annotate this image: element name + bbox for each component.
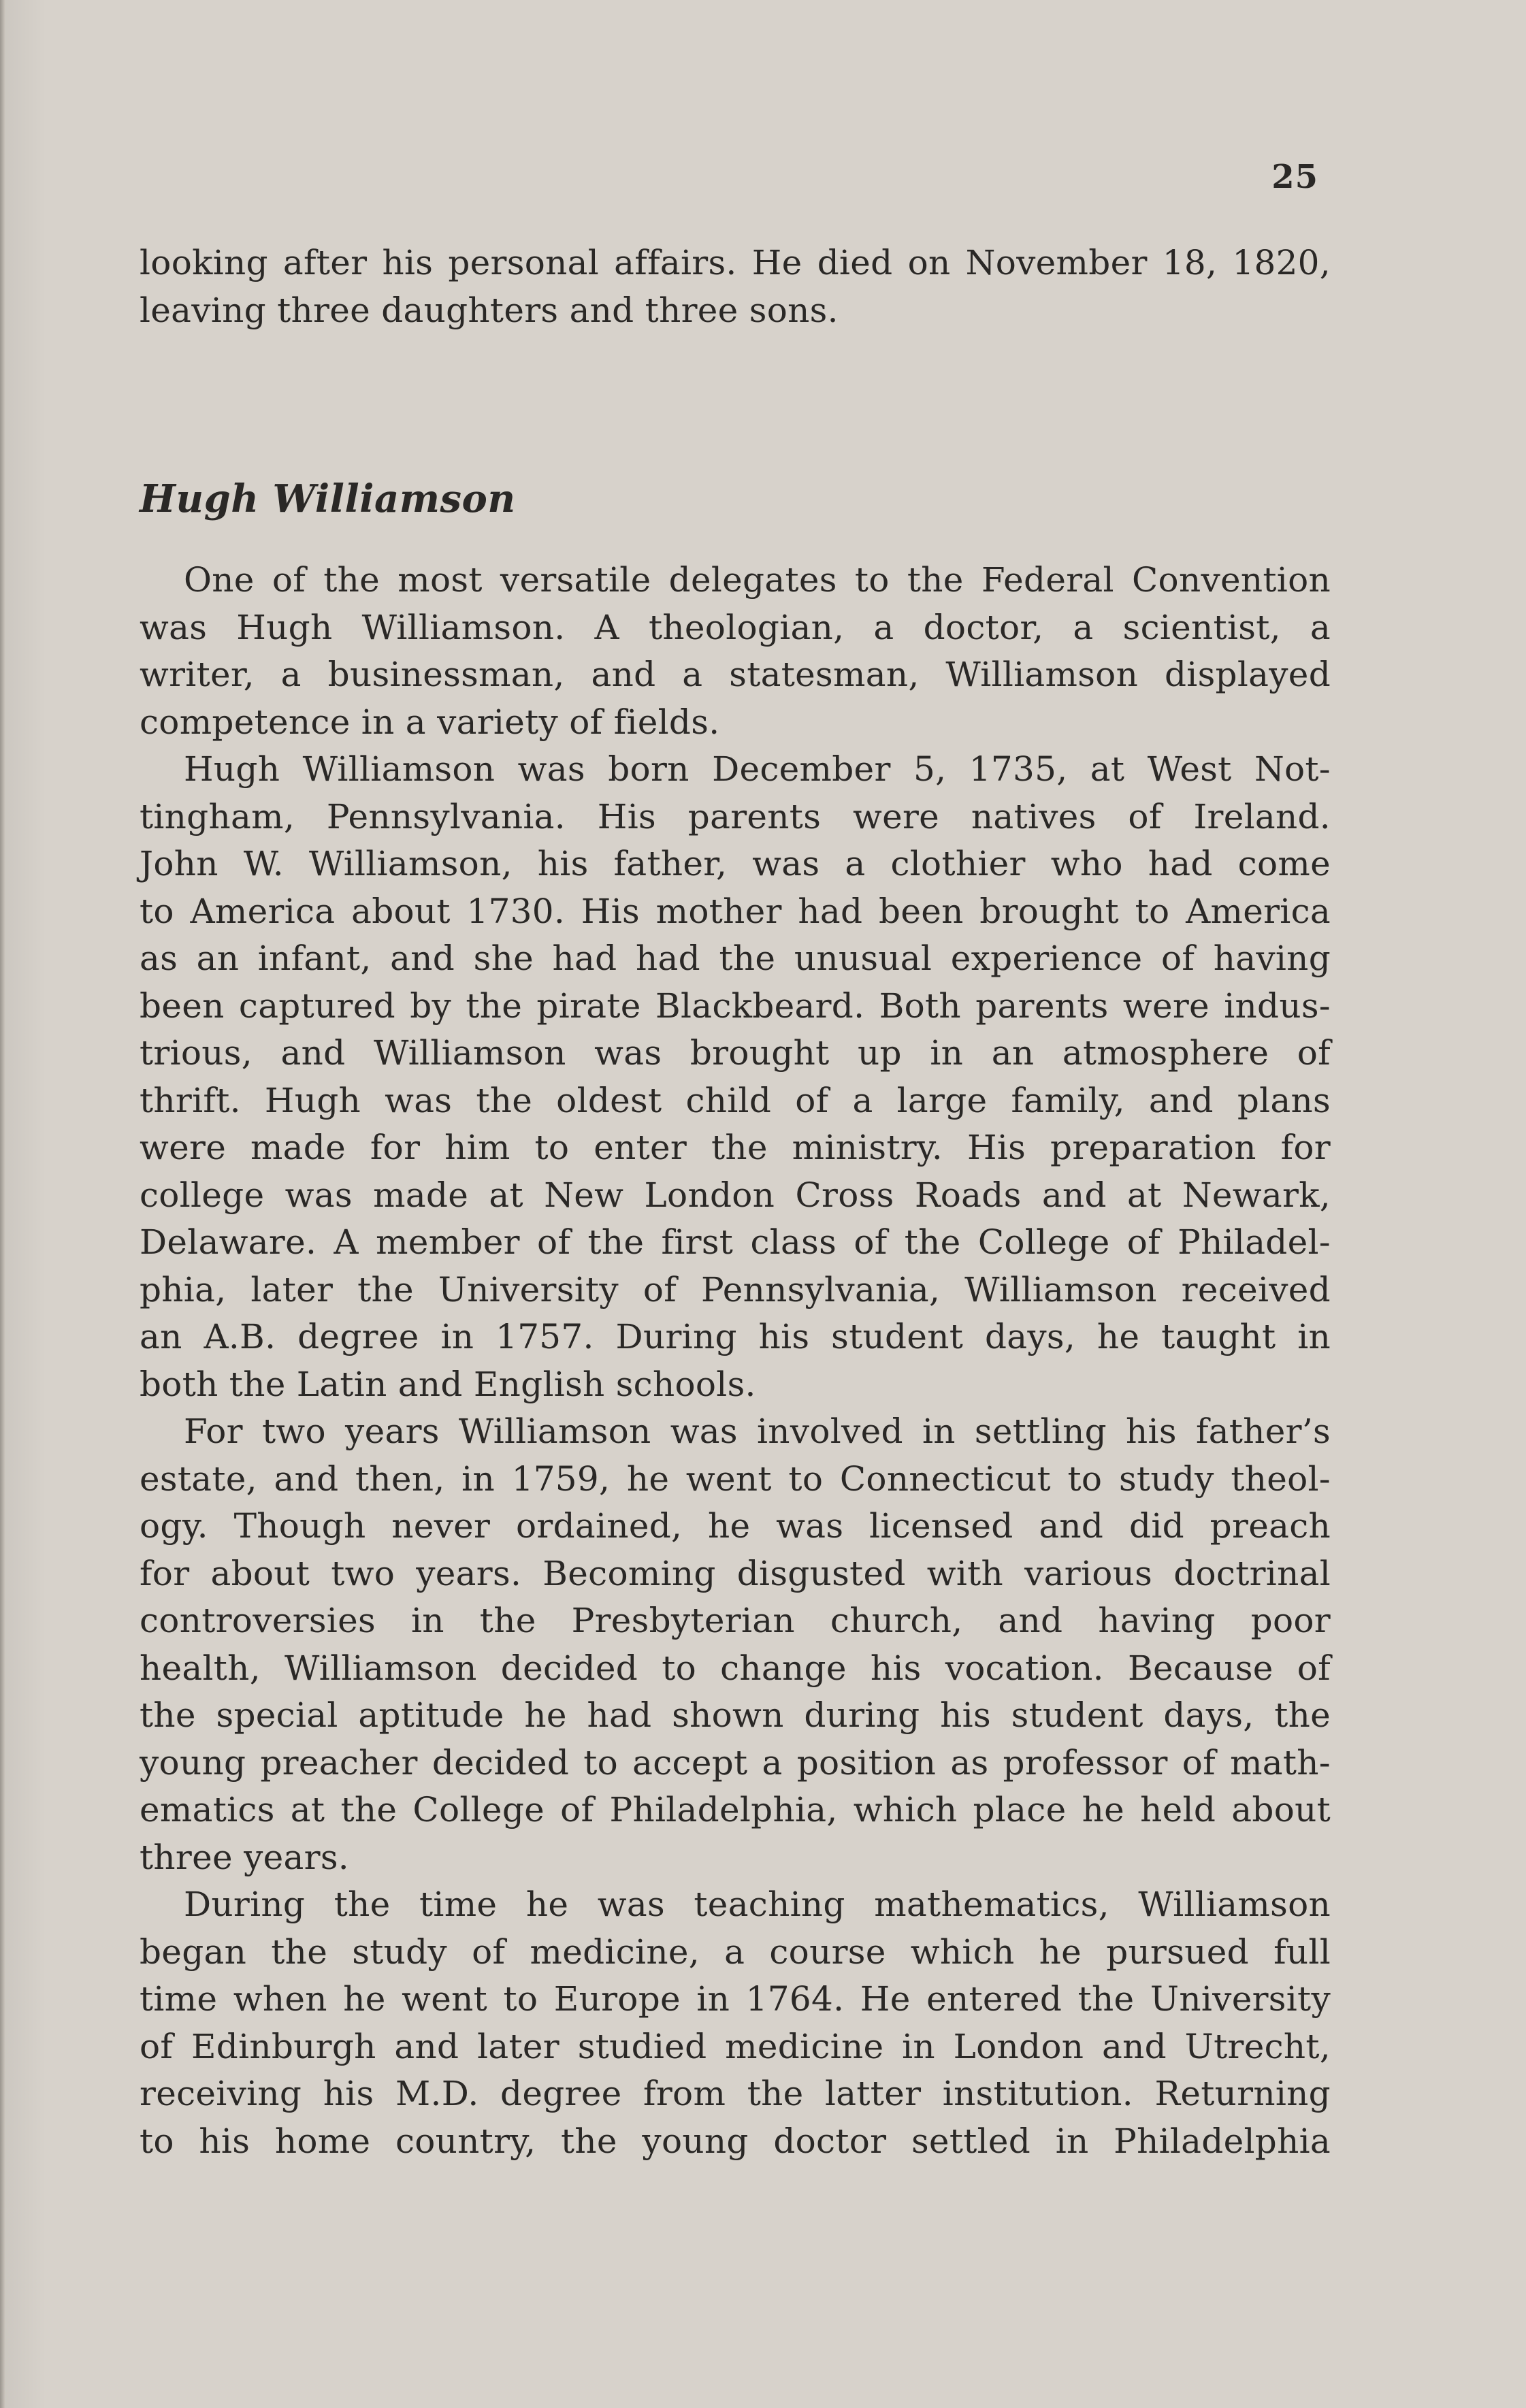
- text-line: For two years Williamson was involved in settling his father’s: [184, 1412, 1331, 1451]
- text-line: Hugh Williamson was born December 5, 1735, at West Not-: [184, 749, 1331, 789]
- text-line: college was made at New London Cross Roads and at Newark,: [140, 1175, 1331, 1215]
- paragraph-1: [140, 557, 1331, 746]
- text-line: Delaware. A member of the first class of the College of Philadel-: [140, 1222, 1331, 1262]
- page-gutter-shadow: [5, 0, 46, 2408]
- text-line: receiving his M.D. degree from the latter institution. Returning: [140, 2074, 1331, 2113]
- text-line: was Hugh Williamson. A theologian, a doctor, a scientist, a: [140, 607, 1331, 647]
- text-line: began the study of medicine, a course which he pursued full: [140, 1932, 1331, 1972]
- text-line: of Edinburgh and later studied medicine in London and Utrecht,: [140, 2026, 1331, 2066]
- section-heading: Hugh Williamson: [140, 476, 516, 521]
- text-line: phia, later the University of Pennsylvania, Williamson received: [140, 1269, 1331, 1309]
- text-line: as an infant, and she had had the unusual experience of having: [140, 939, 1331, 978]
- text-line: writer, a businessman, and a statesman, Williamson displayed: [140, 655, 1331, 694]
- page-binding-edge: [0, 0, 5, 2408]
- text-line: to America about 1730. His mother had been brought to America: [140, 891, 1331, 931]
- text-line: to his home country, the young doctor settled in Philadelphia: [140, 2121, 1331, 2161]
- text-line: controversies in the Presbyterian church, and having poor: [140, 1601, 1331, 1640]
- text-line: both the Latin and English schools.: [140, 1364, 756, 1404]
- intro-paragraph: [140, 240, 1331, 334]
- text-line: competence in a variety of fields.: [140, 702, 720, 742]
- text-line: ogy. Though never ordained, he was licensed and did preach: [140, 1506, 1331, 1546]
- text-line: One of the most versatile delegates to the Federal Convention: [184, 560, 1331, 600]
- text-line: tingham, Pennsylvania. His parents were natives of Ireland.: [140, 796, 1331, 836]
- text-line: the special aptitude he had shown during his student days, the: [140, 1695, 1331, 1735]
- text-line: been captured by the pirate Blackbeard. Both parents were indus-: [140, 986, 1331, 1026]
- text-line: were made for him to enter the ministry. His preparation for: [140, 1128, 1331, 1167]
- text-line: three years.: [140, 1837, 349, 1877]
- text-line: looking after his personal affairs. He died on November 18, 1820,: [140, 243, 1331, 282]
- page-number: 25: [1271, 158, 1318, 196]
- text-line: time when he went to Europe in 1764. He entered the University: [140, 1979, 1331, 2019]
- text-line: trious, and Williamson was brought up in an atmosphere of: [140, 1033, 1331, 1073]
- paragraph-4: [140, 1881, 1331, 2165]
- paragraph-2: [140, 746, 1331, 1408]
- text-line: John W. Williamson, his father, was a clothier who had come: [140, 844, 1331, 883]
- paragraph-3: [140, 1408, 1331, 1881]
- text-line: an A.B. degree in 1757. During his student days, he taught in: [140, 1317, 1331, 1356]
- text-line: thrift. Hugh was the oldest child of a large family, and plans: [140, 1080, 1331, 1120]
- text-line: ematics at the College of Philadelphia, which place he held about: [140, 1790, 1331, 1829]
- text-line: for about two years. Becoming disgusted with various doctrinal: [140, 1553, 1331, 1593]
- text-line: estate, and then, in 1759, he went to Connecticut to study theol-: [140, 1459, 1331, 1499]
- text-line: young preacher decided to accept a position as professor of math-: [140, 1742, 1331, 1783]
- text-line: During the time he was teaching mathematics, Williamson: [184, 1885, 1331, 1924]
- text-line: leaving three daughters and three sons.: [140, 290, 839, 330]
- section-body: [140, 557, 1331, 2165]
- text-line: health, Williamson decided to change his vocation. Because of: [140, 1648, 1331, 1688]
